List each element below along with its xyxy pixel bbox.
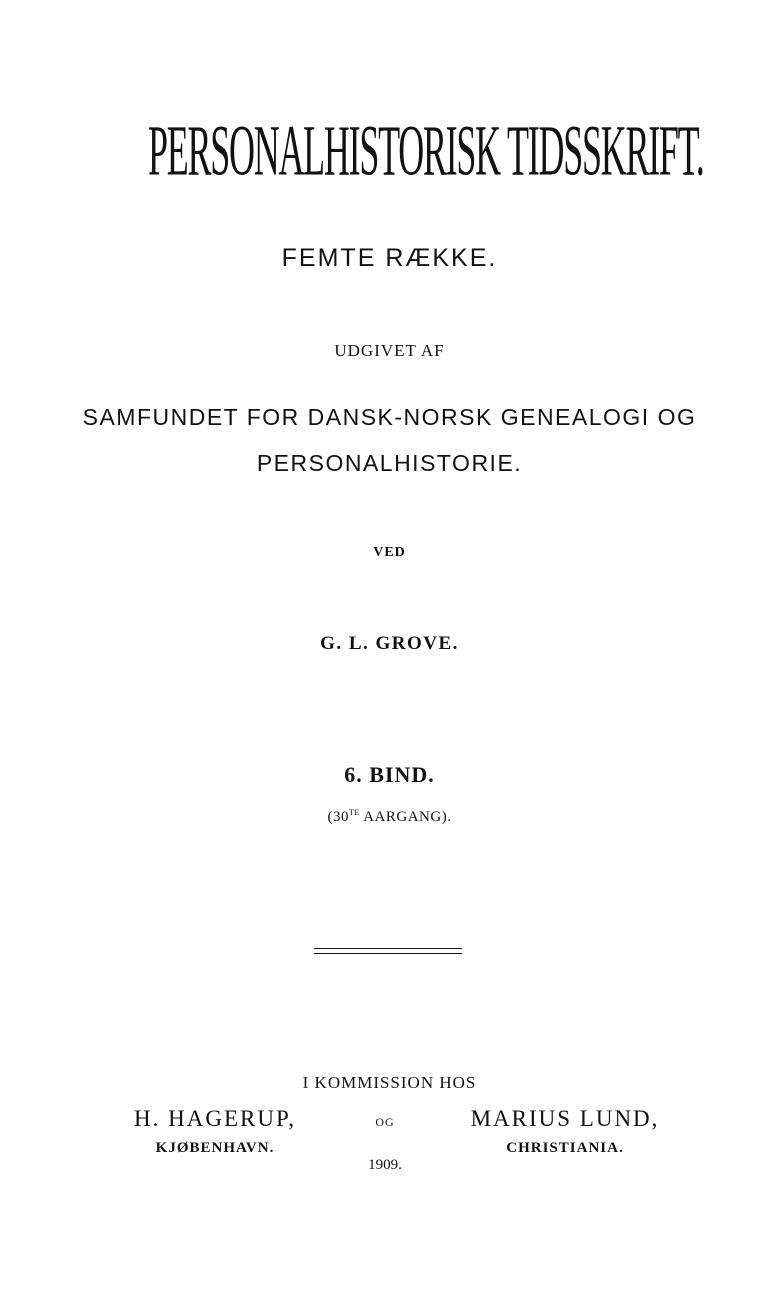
year-note [0, 808, 779, 826]
editor-name: G. L. GROVE. [320, 633, 459, 654]
year-note-superscript: TE [349, 808, 360, 817]
commission-label: I KOMMISSION HOS [302, 1073, 477, 1092]
publisher-left-city: KJØBENHAVN. [155, 1140, 275, 1156]
publisher-left-name: H. HAGERUP, [134, 1106, 296, 1131]
publisher-right-name: MARIUS LUND, [470, 1106, 660, 1131]
double-rule-top [314, 948, 462, 949]
double-rule-bottom [314, 953, 462, 954]
published-by-label: UDGIVET AF [334, 341, 445, 360]
year-note-prefix: (30 [327, 809, 350, 825]
conjunction-label: OG [375, 1115, 395, 1129]
society-name-line2: PERSONALHISTORIE. [256, 450, 523, 476]
society-name-line1: SAMFUNDET FOR DANSK-NORSK GENEALOGI OG [82, 404, 697, 430]
year-note-suffix: AARGANG). [359, 809, 452, 825]
publication-year: 1909. [368, 1157, 402, 1173]
journal-title: PERSONALHISTORISK TIDSSKRIFT. [148, 109, 704, 191]
series-label: FEMTE RÆKKE. [281, 244, 498, 272]
by-label: VED [373, 545, 406, 560]
publisher-right-city: CHRISTIANIA. [506, 1140, 624, 1156]
volume-label: 6. BIND. [344, 762, 435, 787]
